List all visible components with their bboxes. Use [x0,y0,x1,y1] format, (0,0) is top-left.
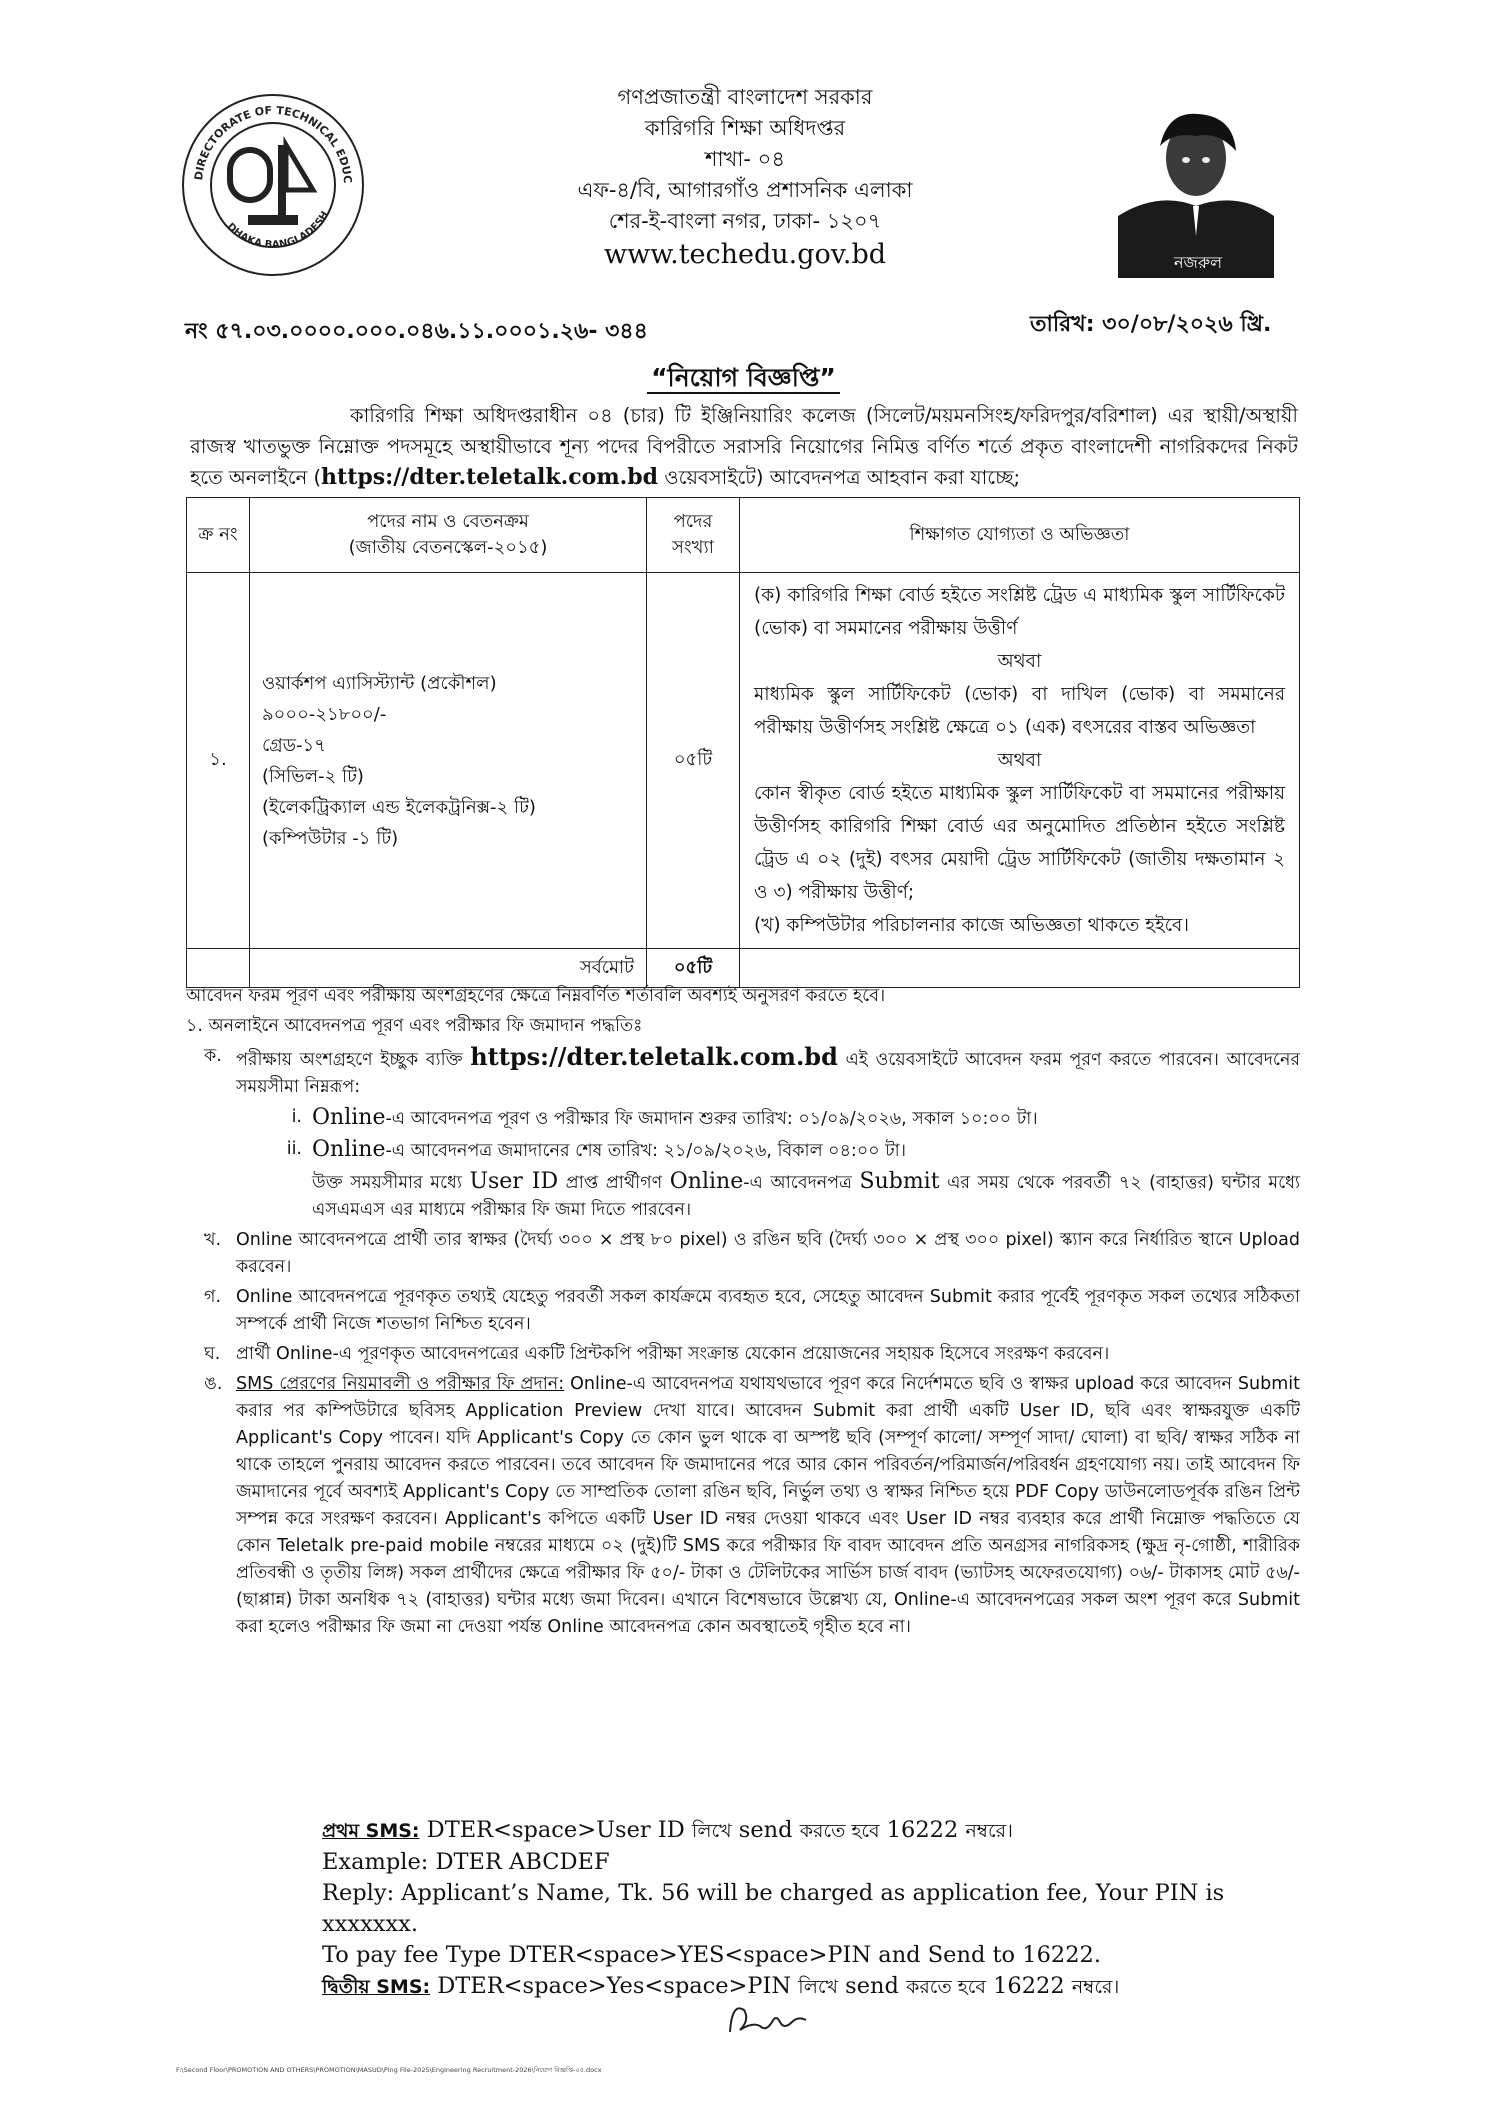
qualification-a: (ক) কারিগরি শিক্ষা বোর্ড হইতে সংশ্লিষ্ট ট্রেড এ মাধ্যমিক স্কুল সার্টিফিকেট (ভোক) বা সমমানের পরীক্ষায় উত্তীর্ণ [754,585,1285,639]
term-ka-text-2: এই ওয়েবসাইটে আবেদন ফরম পূরণ করতে পারবেন। আবেদনের সময়সীমা নিম্নরূপ: [236,1050,1301,1097]
total-value: ০৫টি [647,949,740,988]
post-line: (ইলেকট্রিক্যাল এন্ড ইলেকট্রনিক্স-২ টি) [262,796,536,818]
row-count: ০৫টি [647,573,740,949]
qualification-d: (খ) কম্পিউটার পরিচালনার কাজে অভিজ্ঞতা থাকতে হইবে। [754,915,1189,936]
sms-example: Example: DTER ABCDEF [322,1849,610,1875]
term-i-online: Online [312,1105,386,1130]
sms-first [322,1815,1302,1847]
sms-second-bn-2: করতে হবে [906,1976,986,1998]
sms-first-text: DTER<space>User ID [419,1817,692,1843]
sms-pay: To pay fee Type DTER<space>YES<space>PIN and Send to 16222. [322,1942,1101,1968]
terms-intro: আবেদন ফরম পূরণ এবং পরীক্ষায় অংশগ্রহণের ক্ষেত্রে নিম্নবর্ণিত শর্তাবলি অবশ্যই অনুসরণ করতে হবে। [186,986,886,1006]
logo-text-bottom: DHAKA BANGLADESH [224,209,332,251]
office-header [520,82,970,273]
row-qualification [740,573,1300,949]
term-ka-url: https://dter.teletalk.com.bd [470,1042,838,1071]
total-label: সর্বমোট [250,949,647,988]
notice-date: তারিখ: ৩০/০৮/২০২৬ খ্রি. [1030,312,1272,337]
address-line-2: শের-ই-বাংলা নগর, ঢাকা- ১২০৭ [608,209,882,233]
post-line: ৯০০০-২১৮০০/- [262,703,387,725]
notice-title [0,358,1487,401]
sms-second-bn: লিখে [798,1976,838,1998]
note-submit: Submit [859,1169,940,1194]
term-i [186,1104,1300,1133]
intro-text-1: কারিগরি শিক্ষা অধিদপ্তরাধীন ০৪ (চার) টি ইঞ্জিনিয়ারিং কলেজ (সিলেট/ময়মনসিংহ/ফরিদপুর/বরিশাল) এর স্থায়ী/অস্থায়ী রাজস্ব খাতভুক্ত নিম্নোক্ত পদসমূহে অস্থায়ীভাবে শূন্য পদের বিপরীতে সরাসরি নিয়োগের নিমিত্ত বর্ণিত শর্তে প্রকৃত বাংলাদেশী নাগরিকদের নিকট হতে অনলাইনে ( [190,404,1298,489]
post-line: গ্রেড-১৭ [262,734,326,756]
dept-name: কারিগরি শিক্ষা অধিদপ্তর [644,116,846,140]
term-ka-text-1: পরীক্ষায় অংশগ্রহণে ইচ্ছুক ব্যক্তি [236,1050,471,1070]
sms-first-bn: লিখে [691,1820,732,1842]
sms-second-label: দ্বিতীয় SMS: [322,1976,431,1998]
term-kha [186,1227,1300,1281]
sms-first-label: প্রথম SMS: [322,1820,420,1842]
header-sl: ক্র নং [187,498,250,573]
sms-second-text: DTER<space>Yes<space>PIN [430,1973,799,1999]
term-ii-mark: ii. [286,1139,302,1159]
row-sl: ১. [187,573,250,949]
terms-section [186,983,1300,1644]
logo-text-top: DIRECTORATE OF TECHNICAL EDUC [192,103,355,184]
term-ga-text: Online আবেদনপত্রে পূরণকৃত তথ্যই যেহেতু পরবর্তী সকল কার্যক্রমে ব্যবহৃত হবে, সেহেতু আবেদন Submit করার পূর্বেই পূরণকৃত সকল তথ্যের সঠিকতা সম্পর্কে প্রার্থী নিজে শতভাগ নিশ্চিত হবেন। [236,1287,1300,1334]
sms-second-bn-3: নম্বরে। [1071,1976,1120,1998]
term-ii-note [186,1168,1300,1224]
note-user-id: User ID [469,1169,559,1194]
sms-first-send: send [731,1817,800,1843]
memo-number: নং ৫৭.০৩.০০০০.০০০.০৪৬.১১.০০০১.২৬- ৩৪৪ [185,319,648,344]
sms-first-num: 16222 [879,1817,966,1843]
term-gha [186,1341,1300,1368]
sms-second [322,1971,1302,2003]
gov-name: গণপ্রজাতন্ত্রী বাংলাদেশ সরকার [617,85,873,109]
term-umo-head: SMS প্রেরণের নিয়মাবলী ও পরীক্ষার ফি প্রদান: [236,1374,565,1394]
header-post [250,498,647,573]
term-ii-text: -এ আবেদনপত্র জমাদানের শেষ তারিখ: ২১/০৯/২০২৬, বিকাল ০৪:০০ টা। [385,1141,907,1161]
address-line-1: এফ-৪/বি, আগারগাঁও প্রশাসনিক এলাকা [577,178,913,202]
term-i-mark: i. [291,1107,302,1127]
term-gha-text: প্রার্থী Online-এ পূরণকৃত আবেদনপত্রের একটি প্রিন্টকপি পরীক্ষা সংক্রান্ত যেকোন প্রয়োজনের সহায়ক হিসেবে সংরক্ষণ করবেন। [236,1344,1110,1364]
note-text-4: এর সময় থেকে পরবর্তী ৭২ (বাহাত্তর) ঘন্টার মধ্যে এসএমএস এর মাধ্যমে পরীক্ষার ফি জমা দিতে পারবেন। [312,1173,1300,1220]
term-umo [186,1371,1300,1641]
total-empty-cell [740,949,1300,988]
qualification-c: কোন স্বীকৃত বোর্ড হইতে মাধ্যমিক স্কুল সার্টিফিকেট বা সমমানের পরীক্ষায় উত্তীর্ণসহ কারিগরি শিক্ষা বোর্ড এর অনুমোদিত প্রতিষ্ঠান হইতে সংশ্লিষ্ট ট্রেড এ ০২ (দুই) বৎসর মেয়াদী ট্রেড সার্টিফিকেট (জাতীয় দক্ষতামান ২ ও ৩) পরীক্ষায় উত্তীর্ণ; [754,783,1285,903]
note-online: Online [669,1169,744,1194]
svg-text:DIRECTORATE OF TECHNICAL EDUCA [178,90,354,184]
table-header-row [187,498,1300,573]
sms-instructions [322,1815,1302,2003]
term-i-text: -এ আবেদনপত্র পূরণ ও পরীক্ষার ফি জমাদান শুরুর তারিখ: ০১/০৯/২০২৬, সকাল ১০:০০ টা। [385,1109,1038,1129]
post-line: (কম্পিউটার -১ টি) [262,827,399,849]
website: www.techedu.gov.bd [603,239,887,270]
note-text-2: প্রাপ্ত প্রার্থীগণ [558,1173,670,1193]
term-ga [186,1284,1300,1338]
post-line: ওয়ার্কশপ এ্যাসিস্ট্যান্ট (প্রকৌশল) [262,672,497,694]
note-text-3: -এ আবেদনপত্র [743,1173,860,1193]
qualification-or-1: অথবা [997,651,1042,672]
signature [722,1992,812,2042]
intro-paragraph [190,400,1298,493]
intro-text-2: ওয়েবসাইটে) আবেদনপত্র আহবান করা যাচ্ছে; [658,466,1021,489]
qualification-or-2: অথবা [997,750,1042,771]
term-ii-online: Online [312,1137,386,1162]
dte-logo [178,90,368,280]
sms-first-bn-3: নম্বরে। [965,1820,1013,1842]
portrait-image [1098,96,1294,278]
note-text-1: উক্ত সময়সীমার মধ্যে [312,1173,470,1193]
sms-second-num: 16222 [985,1973,1072,1999]
term-umo-mark: ঙ. [204,1374,223,1394]
header-count: পদের সংখ্যা [647,498,740,573]
table-row [187,573,1300,949]
total-empty-cell [187,949,250,988]
post-line: (সিভিল-২ টি) [262,765,364,787]
sms-second-send: send [838,1973,907,1999]
portrait-caption: নজরুল [1173,253,1223,272]
term-gha-mark: ঘ. [204,1344,221,1364]
row-post [250,573,647,949]
term-kha-mark: খ. [204,1230,222,1250]
branch: শাখা- ০৪ [705,147,785,171]
qualification-b: মাধ্যমিক স্কুল সার্টিফিকেট (ভোক) বা দাখিল (ভোক) বা সমমানের পরীক্ষায় উত্তীর্ণসহ সংশ্লিষ্ট ক্ষেত্রে ০১ (এক) বৎসরের বাস্তব অভিজ্ঞতা [754,684,1285,738]
posts-table [186,497,1300,988]
term-ka [186,1043,1300,1101]
header-post-line-2: (জাতীয় বেতনস্কেল-২০১৫) [348,537,548,558]
terms-heading-1: ১. অনলাইনে আবেদনপত্র পূরণ এবং পরীক্ষার ফি জমাদান পদ্ধতিঃ [186,1016,643,1036]
term-ii [186,1136,1300,1165]
sms-first-bn-2: করতে হবে [799,1820,880,1842]
intro-url: https://dter.teletalk.com.bd [321,464,659,490]
notice-title-text: “নিয়োগ বিজ্ঞপ্তি” [647,363,840,394]
term-kha-text: Online আবেদনপত্রে প্রার্থী তার স্বাক্ষর (দৈর্ঘ্য ৩০০ × প্রস্থ ৮০ pixel) ও রঙিন ছবি (দৈর্ঘ্য ৩০০ × প্রস্থ ৩০০ pixel) স্ক্যান করে নির্ধারিত স্থানে Upload করবেন। [236,1230,1300,1277]
sms-reply: Reply: Applicant’s Name, Tk. 56 will be charged as application fee, Your PIN is xxxxxxx. [322,1880,1225,1937]
term-ka-mark: ক. [204,1046,222,1066]
header-qualification: শিক্ষাগত যোগ্যতা ও অভিজ্ঞতা [740,498,1300,573]
header-post-line-1: পদের নাম ও বেতনক্রম [367,511,529,532]
term-umo-text: Online-এ আবেদনপত্র যথাযথভাবে পূরণ করে নির্দেশমতে ছবি ও স্বাক্ষর upload করে আবেদন Submit করার পর কম্পিউটারে ছবিসহ Application Preview দেখা যাবে। আবেদন Submit করা প্রার্থী একটি User ID, ছবি এবং স্বাক্ষরযুক্ত একটি Applicant's Copy পাবেন। যদি Applicant's Copy তে কোন ভুল থাকে বা অস্পষ্ট ছবি (সম্পূর্ণ কালো/ সম্পূর্ণ সাদা/ ঘোলা) বা ছবি/ স্বাক্ষর সঠিক না থাকে তাহলে পুনরায় আবেদন করতে পারবেন। তবে আবেদন ফি জমাদানের পরে আর কোন পরিবর্তন/পরিমার্জন/পরিবর্ধন গ্রহণযোগ্য নয়। তাই আবেদন ফি জমাদানের পূর্বে অবশ্যই Applicant's Copy তে সাম্প্রতিক তোলা রঙিন ছবি, নির্ভুল তথ্য ও স্বাক্ষর নিশ্চিত হয়ে PDF Copy ডাউনলোডপূর্বক রঙিন প্রিন্ট সম্পন্ন করে সংরক্ষণ করবেন। Applicant's কপিতে একটি User ID নম্বর দেওয়া থাকবে এবং User ID নম্বর ব্যবহার করে প্রার্থী নিম্নোক্ত পদ্ধতিতে যে কোন Teletalk pre-paid mobile নম্বরের মাধ্যমে ০২ (দুই)টি SMS করে পরীক্ষার ফি বাবদ আবেদন প্রতি অনগ্রসর নাগরিকসহ (ক্ষুদ্র নৃ-গোষ্ঠী, শারীরিক প্রতিবন্ধী ও তৃতীয় লিঙ্গ) সকল প্রার্থীদের ক্ষেত্রে পরীক্ষার ফি ৫০/- টাকা ও টেলিটকের সার্ভিস চার্জ বাবদ (ভ্যাটসহ অফেরতযোগ্য) ০৬/- টাকাসহ মোট ৫৬/- (ছাপ্পান্ন) টাকা অনধিক ৭২ (বাহাত্তর) ঘন্টার মধ্যে জমা দিবেন। এখানে বিশেষভাবে উল্লেখ্য যে, Online-এ আবেদনপত্রের সকল অংশ পূরণ করে Submit করা হলেও পরীক্ষার ফি জমা না দেওয়া পর্যন্ত Online আবেদনপত্র কোন অবস্থাতেই গৃহীত হবে না। [236,1374,1300,1637]
footer-file-path: F:\Second Floor\PROMOTION AND OTHERS\PROMOTION\MASUD\Ping File-2025\Engineering Recruitment-2026\নিয়োগ বিজ্ঞপ্তি-০৫.docx [176,2066,602,2074]
total-row [187,949,1300,988]
term-ga-mark: গ. [204,1287,222,1307]
